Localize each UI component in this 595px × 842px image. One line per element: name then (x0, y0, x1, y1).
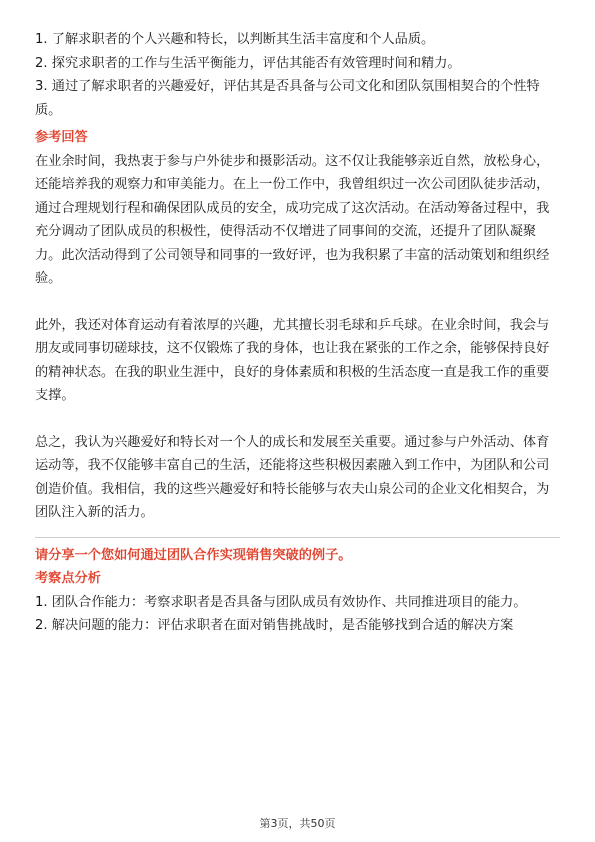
answer-paragraph-2: 此外，我还对体育运动有着浓厚的兴趣，尤其擅长羽毛球和乒乓球。在业余时间，我会与朋友或同事切磋球技，这不仅锻炼了我的身体，也让我在紧张的工作之余，能够保持良好的精神状态。在我的职业生涯中，良好的身体素质和积极的生活态度一直是我工作的重要支撑。 (35, 317, 550, 403)
analysis-heading: 考察点分析 (35, 571, 101, 586)
page-number: 第3页，共50页 (259, 817, 336, 830)
answer-paragraph-1: 在业余时间，我热衷于参与户外徒步和摄影活动。这不仅让我能够亲近自然，放松身心，还能培养我的观察力和审美能力。在上一份工作中，我曾组织过一次公司团队徒步活动，通过合理规划行程和确保团队成员的安全，成功完成了这次活动。在活动筹备过程中，我充分调动了团队成员的积极性，使得活动不仅增进了同事间的交流，还提升了团队凝聚力。此次活动得到了公司领导和同事的一致好评，也为我积累了丰富的活动策划和组织经验。 (35, 153, 550, 286)
paragraph-gap (35, 291, 560, 314)
top-point-3: 3. 通过了解求职者的兴趣爱好，评估其是否具备与公司文化和团队氛围相契合的个性特质。 (35, 79, 540, 118)
next-question-title: 请分享一个您如何通过团队合作实现销售突破的例子。 (35, 547, 352, 563)
reference-answer-heading: 参考回答 (35, 130, 88, 145)
section-divider (35, 537, 560, 538)
top-point-2: 2. 探究求职者的工作与生活平衡能力，评估其能否有效管理时间和精力。 (35, 55, 461, 71)
answer-paragraph-3: 总之，我认为兴趣爱好和特长对一个人的成长和发展至关重要。通过参与户外活动、体育运动等，我不仅能够丰富自己的生活，还能将这些积极因素融入到工作中，为团队和公司创造价值。我相信，我的这些兴趣爱好和特长能够与农夫山泉公司的企业文化相契合，为团队注入新的活力。 (35, 434, 550, 520)
page-content (35, 28, 560, 638)
analysis-point-1: 1. 团队合作能力：考察求职者是否具备与团队成员有效协作、共同推进项目的能力。 (35, 594, 527, 610)
top-point-1: 1. 了解求职者的个人兴趣和特长，以判断其生活丰富度和个人品质。 (35, 32, 435, 47)
paragraph-gap (35, 408, 560, 431)
analysis-point-2: 2. 解决问题的能力：评估求职者在面对销售挑战时，是否能够找到合适的解决方案 (35, 618, 514, 633)
